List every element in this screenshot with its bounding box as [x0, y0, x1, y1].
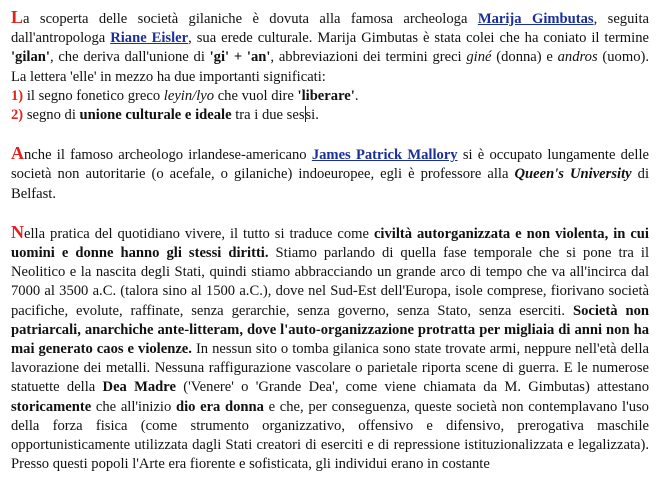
term-gine: giné [466, 49, 492, 66]
text: ('Venere' o 'Grande Dea', come viene chiamata da M. Gimbutas) attestano [176, 379, 649, 396]
text: In nessun sito o tomba gilanica sono state trovate armi, neppure nell'età della lavorazione dei metalli. Nessuna raffigurazione vascolare o parietale riporta scene di guerra. E le numerose statuette della [11, 341, 649, 396]
term-leyin: leyin/lyo [163, 87, 215, 104]
term-storicamente: storicamente [11, 398, 92, 415]
text: , seguita dall'antropologa [11, 11, 649, 47]
list-number-2: 2) [11, 107, 24, 124]
text: , abbreviazioni dei termini greci [270, 49, 467, 66]
text: segno di [23, 107, 80, 124]
text: si. [305, 107, 319, 124]
list-number-1: 1) [11, 87, 24, 104]
link-marija-gimbutas[interactable]: Marija Gimbutas [477, 11, 594, 27]
text: (donna) e [491, 49, 558, 66]
text: e che, per conseguenza, queste società non contemplavano l'uso della forza fisica (come strumento organizzativo, offensivo e difensivo, prerogativa maschile opportunisticamente utilizzata dagli Stati creatori di eserciti e di repressione istituzionalizzata e legalizzata). Presso questi popoli l'Arte era fiorente e sofisticata, gli individui erano in costante [11, 398, 649, 473]
term-dea-madre: Dea Madre [102, 379, 176, 396]
term-liberare: 'liberare' [297, 87, 355, 104]
text: tra i due ses [231, 107, 305, 124]
drop-letter: L [11, 7, 24, 27]
paragraph-gimbutas [11, 8, 649, 125]
text: nche il famoso archeologo irlandese-americano [24, 147, 312, 164]
text: , sua erede culturale. Marija Gimbutas è stata colei che ha coniato il termine [188, 30, 649, 47]
text: a scoperta delle società gilaniche è dovuta alla famosa archeologa [23, 11, 478, 27]
term-queens-university: Queen's University [514, 166, 632, 183]
text: Stiamo parlando di quella fase temporale che si pone tra il Neolitico e la nascita degli Stati, quindi stiamo abbracciando un grande arco di tempo che va all'incirca dal 7000 al 3500 a.C. (talora sino al 1500 a.C.), dove nel Sud-Est dell'Europa, isole comprese, fiorivano società pacifiche, evolute, raffinate, senza gerarchie, senza governo, senza Stato, senza eserciti. [11, 245, 649, 319]
text: che vuol dire [214, 87, 298, 104]
emphasis-societa: Società non patriarcali, anarchiche ante-litteram, dove l'auto-organizzazione protratta per migliaia di anni non ha mai generato caos e violenze. [11, 302, 650, 358]
link-riane-eisler[interactable]: Riane Eisler [110, 30, 189, 47]
text: di Belfast. [11, 166, 649, 202]
drop-letter: A [11, 143, 24, 164]
text: ella pratica del quotidiano vivere, il tutto si traduce come [24, 225, 374, 242]
term-gilan: 'gilan' [11, 49, 50, 66]
text: si è occupato lungamente delle società non autoritarie (o acefale, o gilaniche) indoeuropee, egli è professore alla [11, 147, 649, 183]
term-dio-era-donna: dio era donna [175, 398, 264, 415]
term-unione: unione culturale e ideale [79, 107, 232, 124]
text: , che deriva dall'unione di [49, 49, 210, 66]
article-body [11, 8, 649, 474]
drop-letter: N [11, 221, 24, 242]
link-james-patrick-mallory[interactable]: James Patrick Mallory [311, 147, 458, 164]
emphasis-civilta: civiltà autorganizzata e non violenta, in cui uomini e donne hanno gli stessi diritti. [11, 225, 649, 262]
text: il segno fonetico greco [23, 87, 164, 104]
paragraph-mallory [11, 144, 649, 204]
term-gi-an: 'gi' + 'an' [209, 49, 271, 66]
text: (uomo). La lettera 'elle' in mezzo ha due importanti significati: [11, 49, 649, 85]
paragraph-quotidiano [11, 223, 649, 475]
text: . [354, 87, 359, 104]
text: che all'inizio [91, 398, 176, 415]
term-andros: andros [557, 49, 598, 66]
